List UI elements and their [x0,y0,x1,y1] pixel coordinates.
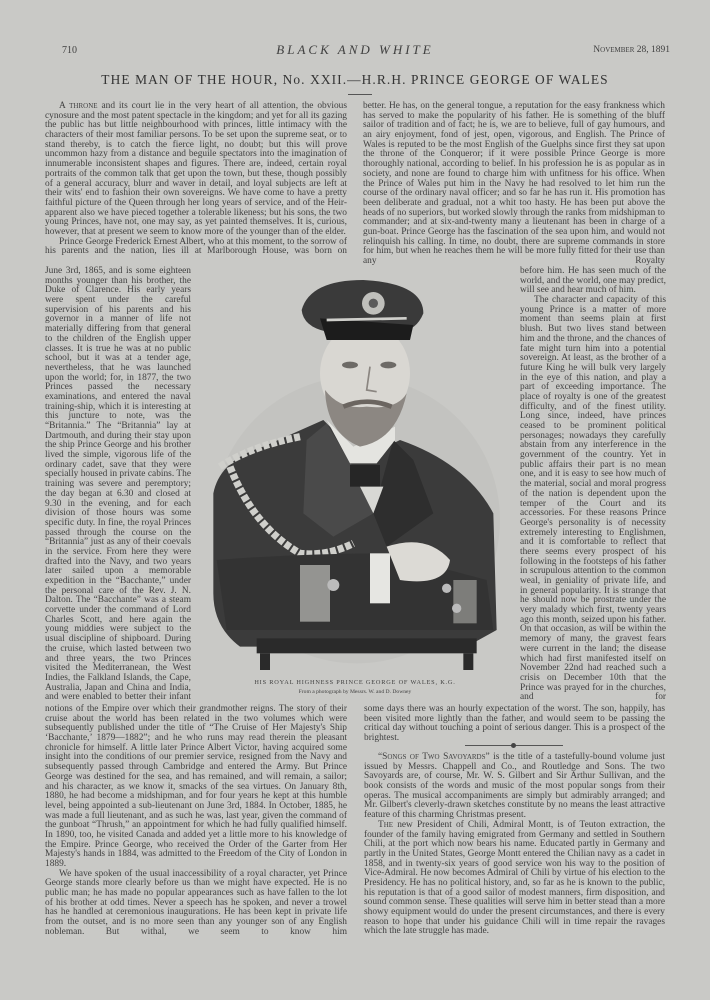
note-songs-of-two-savoyards [364,753,665,821]
masthead: BLACK AND WHITE [276,42,434,57]
lead-words: The [378,819,394,830]
portrait-caption: HIS ROYAL HIGHNESS PRINCE GEORGE OF WALES, K.G. [254,679,456,686]
article-title: THE MAN OF THE HOUR, No. XXII.—H.R.H. PRINCE GEORGE OF WALES [101,72,609,87]
note-president-of-chili [364,821,665,937]
left-column-bottom [45,705,347,938]
paragraph-text: new President of Chili, Admiral Montt, is of Teuton extraction, the founder of the family having emigrated from Germany and settled in Southern Chili, at the port which now bears his name. Educated partly in Germany and partly in the United States, George Montt entered the Chilian navy as a cadet in 1858, and in twenty-six years of good service won his way to the position of Vice-Admiral. He now becomes Admiral of Chili by virtue of his election to the Presidency. He has no political history, and, so far as he is known to the public, his reputation is that of a good sailor of modest manners, firm disposition, and sound common sense. These qualities will serve him in better stead than a more showy equipment would do under the present circumstances, and there is every reason to hope that under his guidance Chili will in time repair the ravages which the late struggle has made. [364,819,665,937]
paragraph: We have spoken of the usual inaccessibility of a royal character, yet Prince George stands more clearly before us than we might have expected. He is no public man; he has made no popular appearances such as have fallen to the lot of his brother at odd times. Never a speech has he spoken, and never a trowel has he handled at ceremonious inaugurations. He has been kept in private life from the outset, and is no more seen than any younger son of any English nobleman. But withal, we seem to know him [45,868,347,937]
paragraph: some days there was an hourly expectation of the worst. The son, happily, has been visited more lightly than the father, and would seem to be passing the critical day without touching a point of serious danger. This is a prospect of the brightest. [364,704,665,744]
photo-credit: From a photograph by Messrs. W. and D. Downey [298,689,412,695]
page-number: 710 [62,45,77,56]
paragraph: Prince George Frederick Ernest Albert, who at this moment, to the sorrow of his parents and the nation, lies ill at Marlborough House, was born on [45,236,347,257]
paragraph-text: is the title of a tastefully-bound volume just issued by Messrs. Chappell and Co., and Routledge and Sons. The two Savoyards are, of course, Mr. W. S. Gilbert and Sir Arthur Sullivan, and the book consists of the words and music of the most popular songs from their operas. The musical accompaniments are simply but admirably arranged; and Mr. Gilbert's cleverly-drawn sketches constitute by no means the least attractive feature of this charming Christmas present. [364,752,665,821]
paragraph: June 3rd, 1865, and is some eighteen months younger than his brother, the Duke of Clarence. His early years were spent under the careful supervision of his parents and his governor in a manner of life not materially differing from that general to the children of the English upper classes. It is true he was at no public school, but it was at a tender age, nevertheless, that he was launched upon the world; for, in 1877, the two Princes passed the necessary examinations, and entered the naval training-ship, which it is interesting at this juncture to note, was the “Britannia.” The “Britannia” lay at Dartmouth, and during their stay upon the ship Prince George and his brother lived the simple, vigorous life of the ordinary cadet, save that they were specially housed in private cabins. The training was severe and peremptory; the day began at 6.30 and closed at 9.30 in the evening, and for each division of those hours was some specific duty. In fine, the royal Princes passed through the course on the “Britannia” just as any of their coevals in the service. From here they were drafted into the Navy, and two years later sailed upon a memorable expedition in the “Bacchante,” under the personal care of the Rev. J. N. Dalton. The “Bacchante” was a steam corvette under the command of Lord Charles Scott, and here again the young middies were subject to the usual discipline of shipboard. During the cruise, which lasted between two and three years, the two Princes visited the Mediterranean, the West Indies, the Falkland Islands, the Cape, Australia, Japan and China and India, and were enabled to better their infant [45,266,191,703]
right-column-top [363,102,665,267]
portrait-engraving [200,260,520,670]
lead-words: “Songs of Two Savoyards” [378,752,490,762]
divider-ornament [511,743,516,748]
paragraph: notions of the Empire over which their grandmother reigns. The story of their cruise about the world has been related in the two volumes which were subsequently published under the title of “The Cruise of Her Majesty's Ship ‘Bacchante,’ 1879—1882”; and he who runs may read therein the pleasant chronicle for himself. A little later Prince Albert Victor, having acquired some insight into the conditions of our premier service, resigned from the Navy and subsequently passed through Cambridge and entered the Army. But Prince George was destined for the sea, and has remained, and will remain, a sailor; and his character, as we know it, smacks of the sea virtues. On January 8th, 1880, he had become a midshipman, and for four years he kept at this humble level, being appointed a sub-lieutenant on June 3rd, 1884. In October, 1885, he was made a full lieutenant, and as such he was, last year, given the command of the gunboat “Thrush,” an appointment for which he had fully qualified himself. In 1890, too, he visited Canada and added yet a little more to his knowledge of the Empire. Prince George, who received the Order of the Garter from Her Majesty's hands in 1884, was admitted to the Freedom of the City of London in 1889. [45,704,347,869]
issue-date: November 28, 1891 [593,45,670,55]
paragraph [45,102,347,238]
paragraph: better. He has, on the general tongue, a reputation for the easy frankness which has served to make the popularity of his father. He is something of the bluff sailor of tradition and of fact; he is, we are to believe, full of gay humours, and an airy enjoyment, fond of jest, open, vigorous, and English. The Prince of Wales is reputed to be the most English of the Guelphs since first they sat upon the throne of the Conqueror; if it were possible Prince George is more thoroughly national, according to belief. In his profession he is as popular as in society, and none are found to charge him with unfitness for his office. When the Prince of Wales put him in the Navy he had resolved to let him run the course of the ordinary naval officer; and so far he has run it. His promotion has been deliberate and gradual, not a whit too hasty. He has been put above the heads of no superiors, but worked slowly through the ranks from midshipman to commander; and at six-and-twenty many a lieutenant has been in charge of a gun-boat. Prince George has the fascination of the sea upon him, and would not relinquish his calling. In time, no doubt, there are supreme commands in store for him, but when he reaches them he will be more fully fitted for their use than any Royalty [363,101,665,266]
notes-section [364,753,665,937]
left-column-top [45,102,347,257]
lead-words: A throne [59,101,98,111]
paragraph-text: and its court lie in the very heart of all attention, the obvious cynosure and the most patent spectacle in the kingdom; and yet for all its gazing the public has but little neighbourhood with princes, little intimacy with the characters of their most familiar persons. To be set upon the supreme seat, or to stand thereby, is to catch the fierce light, no doubt; but this will prove uncommon hazy from a distance and beguile spectators into the imagination of innumerable inconsistent shapes and figures. There are, indeed, certain royal portraits of the common talk that get upon the town, but these, though possibly of a general accuracy, blurr and waver in detail, and loyal subjects are left at their wits' end to fashion their own sovereigns. We have come to have a pretty faithful picture of the Queen through her long years of service, and of the Heir-apparent also we have pieced together a tolerable likeness; but his sons, the two young Princes, have not, one may say, as yet painted themselves. It is, curious, however, that at present we seem to know more of the younger than of the elder. [45,101,348,237]
right-column-bottom [364,705,665,744]
right-column-narrow [520,267,666,703]
title-rule [348,94,372,95]
left-column-narrow [45,267,191,703]
paragraph: The character and capacity of this young Prince is a matter of more moment than seems plain at first blush. But two lives stand between him and the throne, and the chances of fate might turn him into a potential sovereign. At least, as the brother of a future King he will bulk very largely in the eye of this nation, and play a part of exceeding importance. The place of royalty is one of the greatest difficulty, and of the finest utility. Long since, indeed, have princes ceased to be prominent political personages; nowadays they carefully abstain from any interference in the government of the country. Yet in public affairs their part is no mean one, and it is easy to see how much of the material, social and moral progress of the nation is dependent upon the temper of the Court and its accessories. For these reasons Prince George's personality is of necessity extremely interesting to Englishmen, and it is comfortable to reflect that there seems every prospect of his following in the footsteps of his father in scrupulous attention to the common weal, in geniality of private life, and in general popularity. It is strange that he should now be prostrate under the very malady which first, twenty years ago this month, seized upon his father. On that occasion, as will be within the memory of many, the gravest fears were current in the land; the disease which had first manifested itself on November 22nd had reached such a crisis on December 10th that the Prince was prayed for in the churches, and for [520,295,666,703]
paragraph: before him. He has seen much of the world, and the world, one may predict, will see and hear much of him. [520,266,666,296]
